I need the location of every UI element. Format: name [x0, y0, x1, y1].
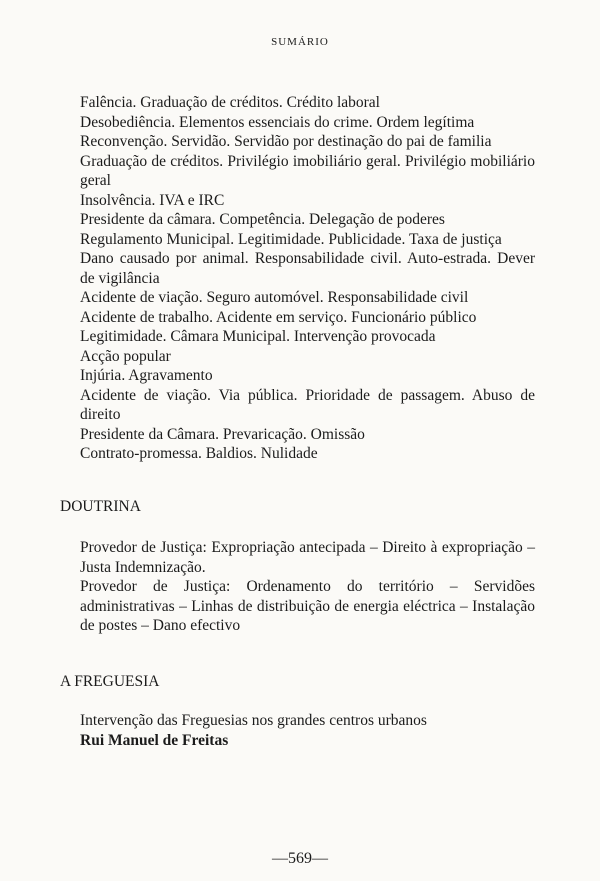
summary-line: Acção popular	[80, 347, 171, 365]
summary-line: Reconvenção. Servidão. Servidão por destinação do pai de familia	[80, 133, 492, 150]
summary-line: Contrato-promessa. Baldios. Nulidade	[80, 445, 318, 462]
doutrina-item: Provedor de Justiça: Expropriação antecipada – Direito à expropriação – Justa Indemnização.	[80, 539, 535, 576]
freguesia-item: Intervenção das Freguesias nos grandes centros urbanos	[80, 712, 427, 729]
summary-line: Acidente de trabalho. Acidente em serviço. Funcionário público	[80, 308, 477, 326]
summary-list	[80, 93, 535, 464]
summary-line: Graduação de créditos. Privilégio imobiliário geral. Privilégio mobiliário geral	[80, 152, 535, 189]
summary-line: Regulamento Municipal. Legitimidade. Publicidade. Taxa de justiça	[80, 230, 502, 248]
summary-line: Presidente da Câmara. Prevaricação. Omissão	[80, 425, 365, 443]
freguesia-heading: A FREGUESIA	[60, 673, 160, 690]
summary-line: Acidente de viação. Via pública. Prioridade de passagem. Abuso de direito	[80, 386, 535, 423]
summary-line: Legitimidade. Câmara Municipal. Intervenção provocada	[80, 328, 436, 345]
summary-line: Presidente da câmara. Competência. Delegação de poderes	[80, 211, 445, 228]
summary-line: Injúria. Agravamento	[80, 367, 213, 384]
author-name: Rui Manuel de Freitas	[80, 731, 229, 749]
doutrina-heading: DOUTRINA	[60, 498, 141, 515]
summary-line: Dano causado por animal. Responsabilidade civil. Auto-estrada. Dever de vigilância	[80, 250, 535, 287]
page-number: —569—	[272, 850, 328, 867]
running-header: SUMÁRIO	[271, 36, 329, 48]
doutrina-item: Provedor de Justiça: Ordenamento do território – Servidões administrativas – Linhas de distribuição de energia eléctrica – Instalação de postes – Dano efectivo	[80, 578, 535, 634]
doutrina-list	[80, 538, 535, 636]
summary-line: Falência. Graduação de créditos. Crédito laboral	[80, 94, 380, 111]
summary-line: Insolvência. IVA e IRC	[80, 191, 225, 209]
summary-line: Acidente de viação. Seguro automóvel. Responsabilidade civil	[80, 289, 469, 306]
summary-line: Desobediência. Elementos essenciais do crime. Ordem legítima	[80, 113, 475, 131]
freguesia-list	[80, 711, 535, 750]
